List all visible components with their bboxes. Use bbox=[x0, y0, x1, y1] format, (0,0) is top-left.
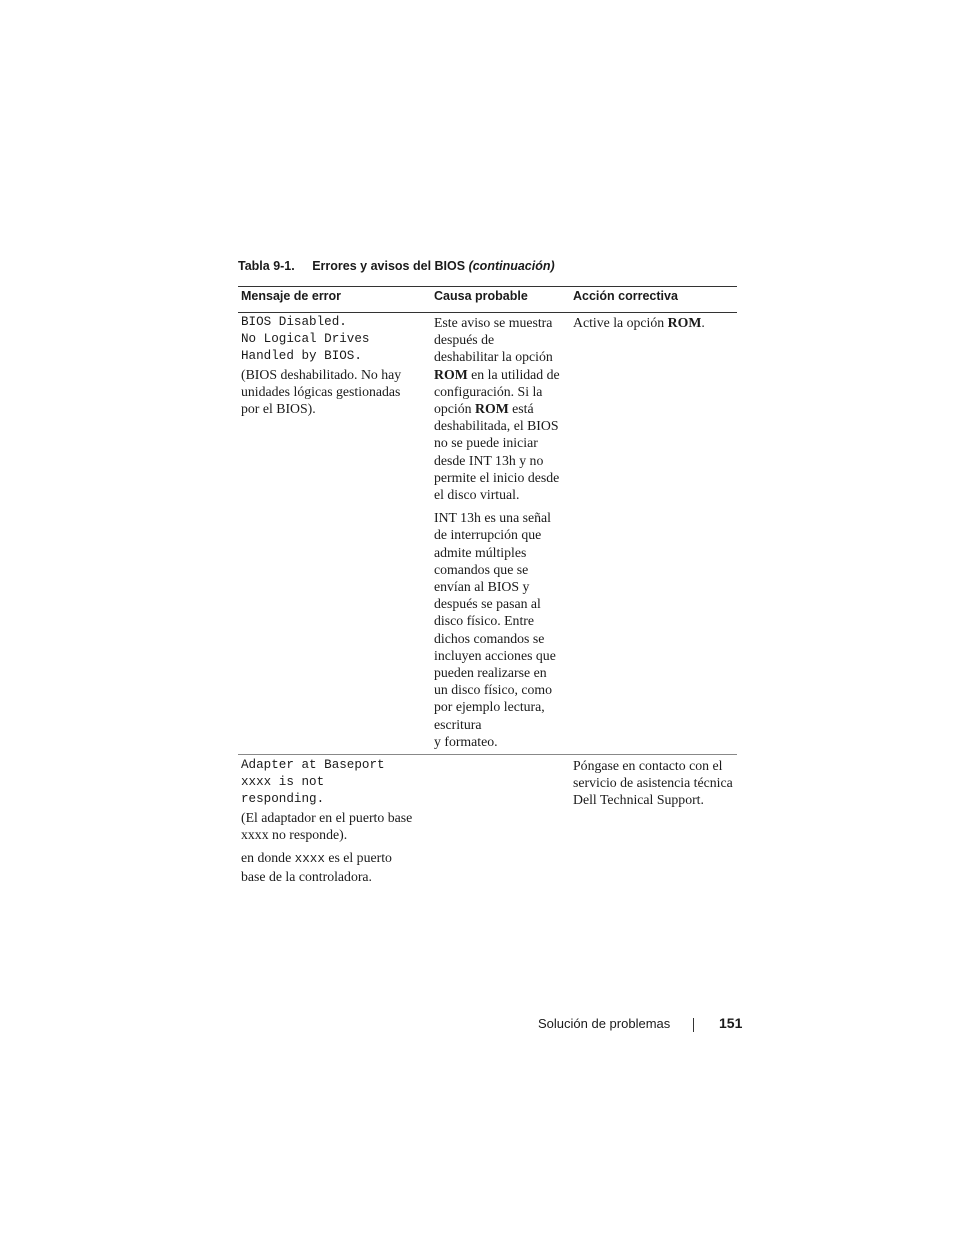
row-2-code-line: responding. bbox=[241, 792, 325, 807]
table-caption-label: Tabla 9-1. bbox=[238, 259, 295, 273]
row-2-note bbox=[241, 849, 433, 885]
cause-line: desde INT 13h y no bbox=[434, 452, 544, 468]
cause-line: y formateo. bbox=[434, 733, 498, 749]
row-1-cause-paragraph-1 bbox=[434, 314, 570, 503]
cause-line: deshabilitada, el BIOS bbox=[434, 418, 559, 434]
note-line bbox=[241, 849, 433, 868]
row-2-code-line: xxxx is not bbox=[241, 775, 325, 790]
cause-line: permite el inicio desde bbox=[434, 469, 560, 485]
cause-line: configuración. Si la bbox=[434, 383, 543, 399]
cause-line: escritura bbox=[434, 716, 482, 732]
table-caption-title: Errores y avisos del BIOS bbox=[312, 259, 466, 273]
row-1-code-line: Handled by BIOS. bbox=[241, 349, 362, 364]
rom-option-term: ROM bbox=[434, 366, 468, 382]
cause-line: Este aviso se muestra bbox=[434, 315, 553, 330]
row-1-cause-cell bbox=[434, 314, 570, 750]
cause-line: INT 13h es una señal bbox=[434, 510, 551, 526]
cause-line: después se pasan al bbox=[434, 596, 541, 612]
row-2-text-line: xxxx no responde). bbox=[241, 826, 348, 842]
table-top-rule bbox=[238, 286, 737, 287]
row-2-code-line: Adapter at Baseport bbox=[241, 758, 385, 772]
column-header-action: Acción correctiva bbox=[573, 289, 678, 303]
cause-line: pueden realizarse en bbox=[434, 665, 547, 681]
footer-separator bbox=[693, 1018, 694, 1032]
note-line: base de la controladora. bbox=[241, 869, 373, 885]
note-text: en donde bbox=[241, 850, 295, 866]
header-bottom-rule bbox=[238, 312, 737, 313]
cause-line bbox=[434, 366, 570, 383]
cause-line: por ejemplo lectura, bbox=[434, 699, 545, 715]
page-number: 151 bbox=[719, 1015, 743, 1031]
action-text: . bbox=[701, 315, 705, 330]
cause-line: después de bbox=[434, 332, 495, 348]
column-header-cause: Causa probable bbox=[434, 289, 528, 303]
row-1-action-cell bbox=[573, 314, 737, 331]
cause-text: en la utilidad de bbox=[467, 366, 560, 382]
cause-text: está bbox=[508, 401, 534, 417]
column-header-message: Mensaje de error bbox=[241, 289, 342, 303]
row-1-cause-paragraph-2 bbox=[434, 509, 570, 750]
row-1-text-line: por el BIOS). bbox=[241, 401, 316, 417]
table-caption bbox=[238, 259, 555, 273]
footer-section-title: Solución de problemas bbox=[538, 1016, 671, 1031]
action-line: servicio de asistencia técnica bbox=[573, 775, 733, 791]
action-line bbox=[573, 314, 737, 331]
cause-line: admite múltiples bbox=[434, 544, 527, 560]
cause-line: comandos que se bbox=[434, 561, 529, 577]
rom-option-term: ROM bbox=[667, 315, 702, 330]
action-line: Dell Technical Support. bbox=[573, 792, 704, 808]
row-2-action-cell bbox=[573, 757, 743, 809]
cause-text: opción bbox=[434, 401, 475, 417]
cause-line: dichos comandos se bbox=[434, 630, 545, 646]
row-1-message-cell bbox=[241, 314, 429, 417]
row-1-text-line: (BIOS deshabilitado. No hay bbox=[241, 366, 402, 382]
table-caption-note: (continuación) bbox=[468, 259, 555, 273]
cause-line: incluyen acciones que bbox=[434, 647, 556, 663]
cause-line: un disco físico, como bbox=[434, 682, 553, 698]
rom-option-term: ROM bbox=[475, 401, 509, 417]
row-1-code-line: No Logical Drives bbox=[241, 332, 370, 347]
action-line: Póngase en contacto con el bbox=[573, 758, 723, 773]
cause-line: deshabilitar la opción bbox=[434, 349, 553, 365]
row-1-text-line: unidades lógicas gestionadas bbox=[241, 383, 401, 399]
row-divider bbox=[238, 754, 737, 755]
cause-line: el disco virtual. bbox=[434, 487, 520, 503]
cause-line bbox=[434, 400, 570, 417]
cause-line: envían al BIOS y bbox=[434, 579, 530, 595]
note-text: es el puerto bbox=[324, 850, 392, 866]
row-2-text-line: (El adaptador en el puerto base bbox=[241, 809, 413, 825]
cause-line: no se puede iniciar bbox=[434, 435, 538, 451]
row-2-message-cell bbox=[241, 757, 433, 885]
action-text: Active la opción bbox=[573, 315, 668, 330]
cause-line: de interrupción que bbox=[434, 527, 542, 543]
baseport-code: xxxx bbox=[294, 852, 325, 867]
cause-line: disco físico. Entre bbox=[434, 613, 535, 629]
row-1-code-line: BIOS Disabled. bbox=[241, 315, 347, 329]
